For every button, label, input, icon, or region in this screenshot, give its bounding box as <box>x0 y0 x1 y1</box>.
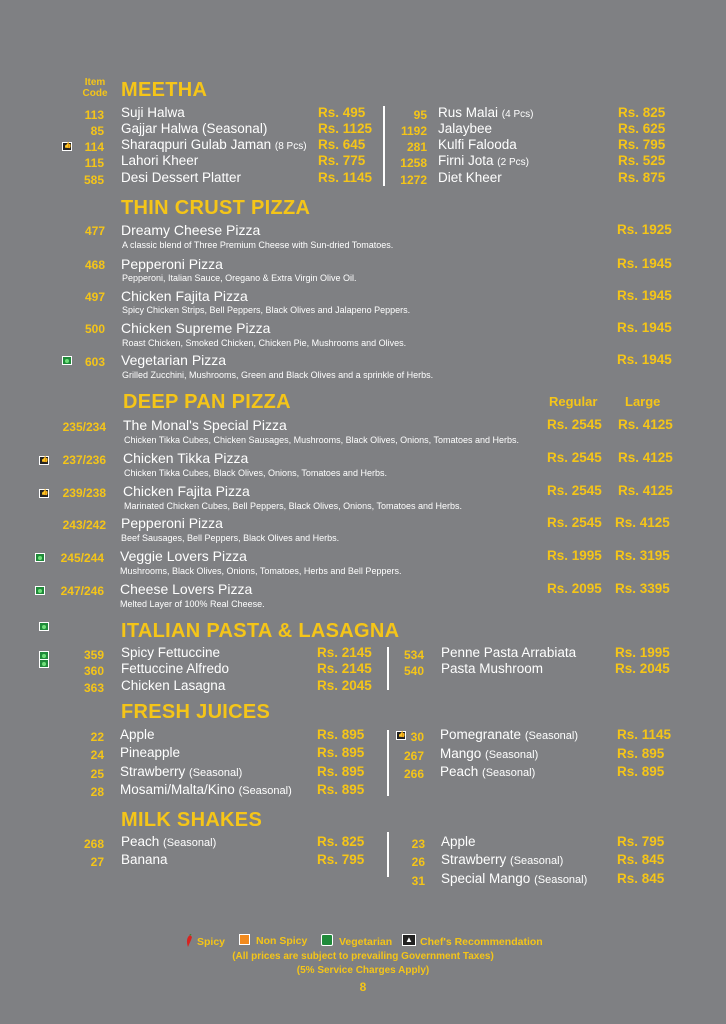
item-name: Kulfi Falooda <box>438 137 517 152</box>
item-name: Cheese Lovers Pizza <box>120 581 253 597</box>
item-name-text: Pomegranate <box>440 727 522 742</box>
item-note: (8 Pcs) <box>274 141 307 152</box>
item-description: Roast Chicken, Smoked Chicken, Chicken Pie, Mushrooms and Olives. <box>122 338 407 348</box>
item-name <box>120 782 292 797</box>
item-name: Gajjar Halwa (Seasonal) <box>121 121 268 136</box>
item-name <box>440 764 535 779</box>
item-note: (Seasonal) <box>238 785 292 797</box>
item-name: Spicy Fettuccine <box>121 645 221 660</box>
item-name: Pepperoni Pizza <box>121 256 223 272</box>
item-name: Chicken Fajita Pizza <box>121 288 248 304</box>
item-name: Desi Dessert Platter <box>121 170 242 185</box>
vegetarian-icon <box>39 622 49 631</box>
item-code: 115 <box>84 156 104 170</box>
item-note: (Seasonal) <box>524 730 579 742</box>
item-price: Rs. 495 <box>318 105 366 120</box>
item-code: 28 <box>90 785 104 799</box>
item-price: Rs. 1945 <box>617 320 672 335</box>
item-price: Rs. 875 <box>618 170 666 185</box>
item-code: 500 <box>84 322 105 336</box>
item-name-text: Strawberry <box>120 764 186 779</box>
item-code: 359 <box>83 648 104 662</box>
section-title-pasta: ITALIAN PASTA & LASAGNA <box>121 620 400 642</box>
section-title-deep-pan: DEEP PAN PIZZA <box>123 391 291 413</box>
item-name-text: Special Mango <box>441 871 531 886</box>
section-divider <box>383 106 385 186</box>
item-note: (Seasonal) <box>189 767 243 779</box>
item-code: 237/236 <box>62 453 106 467</box>
item-price: Rs. 645 <box>318 137 366 152</box>
item-name-text: Mango <box>440 746 482 761</box>
item-price: Rs. 775 <box>318 153 366 168</box>
item-name: Fettuccine Alfredo <box>121 661 230 676</box>
section-title-thin-crust: THIN CRUST PIZZA <box>121 197 311 219</box>
item-code: 247/246 <box>60 584 104 598</box>
item-code: 243/242 <box>62 518 106 532</box>
item-code: 1272 <box>400 173 427 187</box>
item-note: (4 Pcs) <box>501 109 534 120</box>
item-name-text: Strawberry <box>441 852 507 867</box>
item-name <box>441 852 563 867</box>
large-price: Rs. 4125 <box>618 450 673 465</box>
item-code: 114 <box>84 140 104 154</box>
item-description: Spicy Chicken Strips, Bell Peppers, Black Olives and Jalapeno Peppers. <box>122 305 411 315</box>
item-note: (Seasonal) <box>534 874 588 886</box>
item-code: 26 <box>411 855 425 869</box>
item-description: Beef Sausages, Bell Peppers, Black Olives and Herbs. <box>121 533 340 543</box>
item-name: Chicken Supreme Pizza <box>121 320 271 336</box>
item-price: Rs. 1945 <box>617 352 672 367</box>
large-price: Rs. 3195 <box>615 548 670 563</box>
item-code: 95 <box>413 108 427 122</box>
large-price: Rs. 3395 <box>615 581 670 596</box>
item-name: Chicken Lasagna <box>121 678 226 693</box>
item-price: Rs. 895 <box>317 727 365 742</box>
item-name-text: Firni Jota <box>438 153 494 168</box>
item-note: (Seasonal) <box>163 837 217 849</box>
page-number: 8 <box>359 980 367 994</box>
item-price: Rs. 845 <box>617 871 665 886</box>
item-price: Rs. 845 <box>617 852 665 867</box>
item-name <box>121 137 307 152</box>
item-description: Chicken Tikka Cubes, Black Olives, Onions, Tomatoes and Herbs. <box>124 468 387 478</box>
item-name: Jalaybee <box>438 121 493 136</box>
item-name: Chicken Fajita Pizza <box>123 483 250 499</box>
regular-price: Rs. 2545 <box>547 515 602 530</box>
service-charge-note: (5% Service Charges Apply) <box>296 965 430 976</box>
section-divider <box>387 730 389 796</box>
chef-recommendation-icon: ▲ <box>402 934 416 946</box>
item-price: Rs. 895 <box>317 782 365 797</box>
item-description: Marinated Chicken Cubes, Bell Peppers, Black Olives, Onions, Tomatoes and Herbs. <box>124 501 462 511</box>
item-description: A classic blend of Three Premium Cheese with Sun-dried Tomatoes. <box>122 240 394 250</box>
item-code: 85 <box>90 124 104 138</box>
item-name: Pasta Mushroom <box>441 661 544 676</box>
tax-note: (All prices are subject to prevailing Government Taxes) <box>232 951 494 962</box>
item-name: Banana <box>121 852 168 867</box>
item-name-text: Peach <box>440 764 479 779</box>
item-name: Vegetarian Pizza <box>121 352 227 368</box>
item-name-text: Peach <box>121 834 160 849</box>
item-code: 24 <box>90 748 104 762</box>
item-code-label: Item Code <box>82 77 108 99</box>
item-code: 477 <box>84 224 105 238</box>
item-code: 239/238 <box>62 486 106 500</box>
item-code: 31 <box>411 874 425 888</box>
section-title-milk-shakes: MILK SHAKES <box>121 809 263 831</box>
item-name: Pepperoni Pizza <box>121 515 223 531</box>
item-name <box>440 746 538 761</box>
item-name: Suji Halwa <box>121 105 185 120</box>
item-note: (Seasonal) <box>485 749 539 761</box>
item-code: 235/234 <box>62 420 106 434</box>
item-name-text: Rus Malai <box>438 105 499 120</box>
item-code: 540 <box>403 664 424 678</box>
legend-chef-recommendation: Chef's Recommendation <box>420 936 543 948</box>
item-code: 497 <box>84 290 105 304</box>
item-code: 360 <box>83 664 104 678</box>
section-title-juices: FRESH JUICES <box>121 701 271 723</box>
regular-price: Rs. 2545 <box>547 483 602 498</box>
item-price: Rs. 1925 <box>617 222 672 237</box>
item-price: Rs. 1125 <box>318 121 373 136</box>
item-name: Chicken Tikka Pizza <box>123 450 249 466</box>
item-price: Rs. 795 <box>317 852 365 867</box>
item-name: Lahori Kheer <box>121 153 199 168</box>
item-note: (Seasonal) <box>482 767 536 779</box>
item-name <box>440 727 578 742</box>
item-price: Rs. 795 <box>617 834 665 849</box>
item-code: 534 <box>403 648 424 662</box>
item-code: 585 <box>83 173 104 187</box>
large-price: Rs. 4125 <box>615 515 670 530</box>
item-code: 281 <box>406 140 427 154</box>
section-divider <box>387 832 389 877</box>
large-size-label: Large <box>625 394 661 409</box>
legend-vegetarian: Vegetarian <box>339 936 393 948</box>
regular-size-label: Regular <box>549 394 598 409</box>
item-name <box>121 834 216 849</box>
item-name: Pineapple <box>120 745 181 760</box>
item-description: Grilled Zucchini, Mushrooms, Green and Black Olives and a sprinkle of Herbs. <box>122 370 434 380</box>
regular-price: Rs. 1995 <box>547 548 602 563</box>
item-code: 603 <box>84 355 105 369</box>
item-price: Rs. 525 <box>618 153 666 168</box>
legend-non-spicy: Non Spicy <box>256 935 308 947</box>
item-price: Rs. 2145 <box>317 645 372 660</box>
large-price: Rs. 4125 <box>618 417 673 432</box>
item-price: Rs. 895 <box>317 764 365 779</box>
item-price: Rs. 2045 <box>317 678 372 693</box>
item-code: 1258 <box>400 156 427 170</box>
vegetarian-icon <box>321 934 333 946</box>
item-name: Penne Pasta Arrabiata <box>441 645 577 660</box>
item-name <box>441 871 587 886</box>
item-code: 266 <box>403 767 424 781</box>
item-code: 27 <box>90 855 104 869</box>
item-code: 1192 <box>400 124 427 138</box>
item-code: 25 <box>90 767 104 781</box>
item-price: Rs. 825 <box>618 105 666 120</box>
item-price: Rs. 1945 <box>617 256 672 271</box>
item-name: Apple <box>441 834 476 849</box>
item-name <box>120 764 242 779</box>
item-name-text: Mosami/Malta/Kino <box>120 782 235 797</box>
item-code: 468 <box>84 258 105 272</box>
item-name: Diet Kheer <box>438 170 502 185</box>
item-name: Veggie Lovers Pizza <box>120 548 247 564</box>
item-description: Melted Layer of 100% Real Cheese. <box>120 599 265 609</box>
item-price: Rs. 825 <box>317 834 365 849</box>
regular-price: Rs. 2545 <box>547 450 602 465</box>
item-note: (2 Pcs) <box>497 157 529 168</box>
large-price: Rs. 4125 <box>618 483 673 498</box>
section-title-meetha: MEETHA <box>121 79 208 101</box>
item-price: Rs. 895 <box>617 746 665 761</box>
item-code: 30 <box>410 730 424 744</box>
item-code: 267 <box>403 749 424 763</box>
item-price: Rs. 2045 <box>615 661 670 676</box>
item-price: Rs. 2145 <box>317 661 372 676</box>
item-price: Rs. 795 <box>618 137 666 152</box>
item-price: Rs. 625 <box>618 121 666 136</box>
non-spicy-icon <box>239 934 250 945</box>
item-description: Chicken Tikka Cubes, Chicken Sausages, Mushrooms, Black Olives, Onions, Tomatoes and Herbs. <box>124 435 520 445</box>
item-price: Rs. 1995 <box>615 645 670 660</box>
item-name <box>438 153 529 168</box>
item-price: Rs. 1945 <box>617 288 672 303</box>
item-code: 268 <box>83 837 104 851</box>
vegetarian-icon <box>39 659 49 668</box>
item-note: (Seasonal) <box>510 855 564 867</box>
item-name <box>438 105 533 120</box>
legend-spicy: Spicy <box>197 936 226 948</box>
item-description: Pepperoni, Italian Sauce, Oregano & Extra Virgin Olive Oil. <box>122 273 357 283</box>
item-code: 245/244 <box>60 551 104 565</box>
item-code: 113 <box>84 108 104 122</box>
item-code: 363 <box>83 681 104 695</box>
item-name: Dreamy Cheese Pizza <box>121 222 261 238</box>
item-price: Rs. 895 <box>317 745 365 760</box>
item-name: The Monal's Special Pizza <box>123 417 287 433</box>
spicy-chili-icon <box>184 934 194 948</box>
section-divider <box>387 647 389 690</box>
regular-price: Rs. 2095 <box>547 581 602 596</box>
item-price: Rs. 1145 <box>617 727 672 742</box>
item-name-text: Sharaqpuri Gulab Jaman <box>121 137 272 152</box>
item-name: Apple <box>120 727 155 742</box>
item-price: Rs. 1145 <box>318 170 373 185</box>
regular-price: Rs. 2545 <box>547 417 602 432</box>
item-price: Rs. 895 <box>617 764 665 779</box>
item-description: Mushrooms, Black Olives, Onions, Tomatoes, Herbs and Bell Peppers. <box>120 566 402 576</box>
item-code: 22 <box>90 730 104 744</box>
item-code: 23 <box>411 837 425 851</box>
